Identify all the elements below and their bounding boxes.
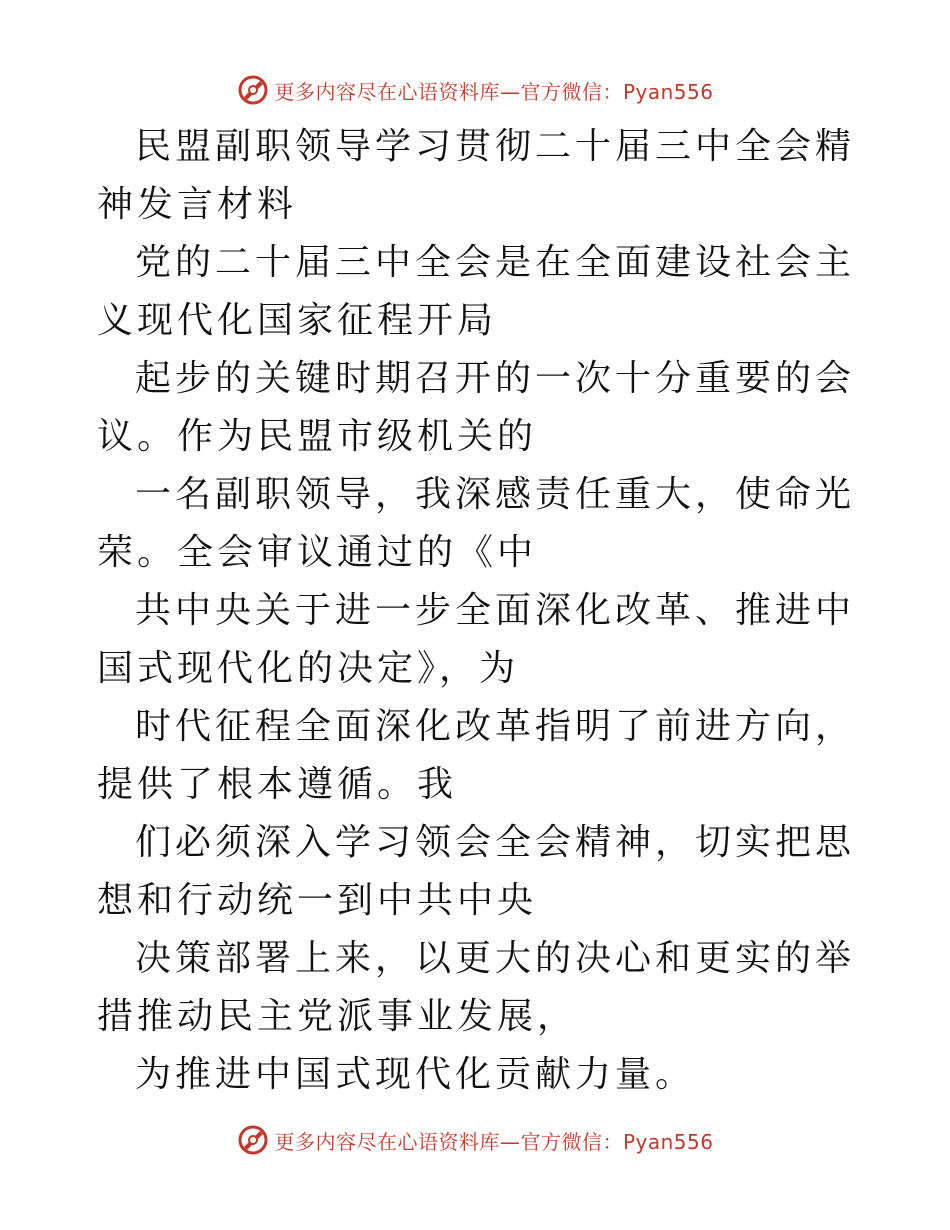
logo-icon	[236, 1123, 270, 1157]
footer-banner-text: 更多内容尽在心语资料库—官方微信：Pyan556	[274, 1129, 714, 1154]
paragraph: 共中央关于进一步全面深化改革、推进中国式现代化的决定》，为	[97, 590, 856, 689]
paragraph: 起步的关键时期召开的一次十分重要的会议。作为民盟市级机关的	[97, 358, 856, 457]
paragraph: 一名副职领导，我深感责任重大，使命光荣。全会审议通过的《中	[97, 474, 856, 573]
document-title-paragraph: 民盟副职领导学习贯彻二十届三中全会精神发言材料	[97, 126, 856, 225]
logo-icon	[236, 73, 270, 107]
document-body	[97, 118, 857, 1104]
paragraph: 时代征程全面深化改革指明了前进方向，提供了根本遵循。我	[97, 706, 856, 805]
paragraph: 为推进中国式现代化贡献力量。	[135, 1054, 696, 1095]
header-banner	[0, 70, 950, 110]
footer-banner	[0, 1120, 950, 1160]
paragraph: 党的二十届三中全会是在全面建设社会主义现代化国家征程开局	[97, 242, 856, 341]
paragraph: 决策部署上来，以更大的决心和更实的举措推动民主党派事业发展，	[97, 938, 856, 1037]
paragraph: 们必须深入学习领会全会精神，切实把思想和行动统一到中共中央	[97, 822, 856, 921]
header-banner-text: 更多内容尽在心语资料库—官方微信：Pyan556	[274, 79, 714, 104]
